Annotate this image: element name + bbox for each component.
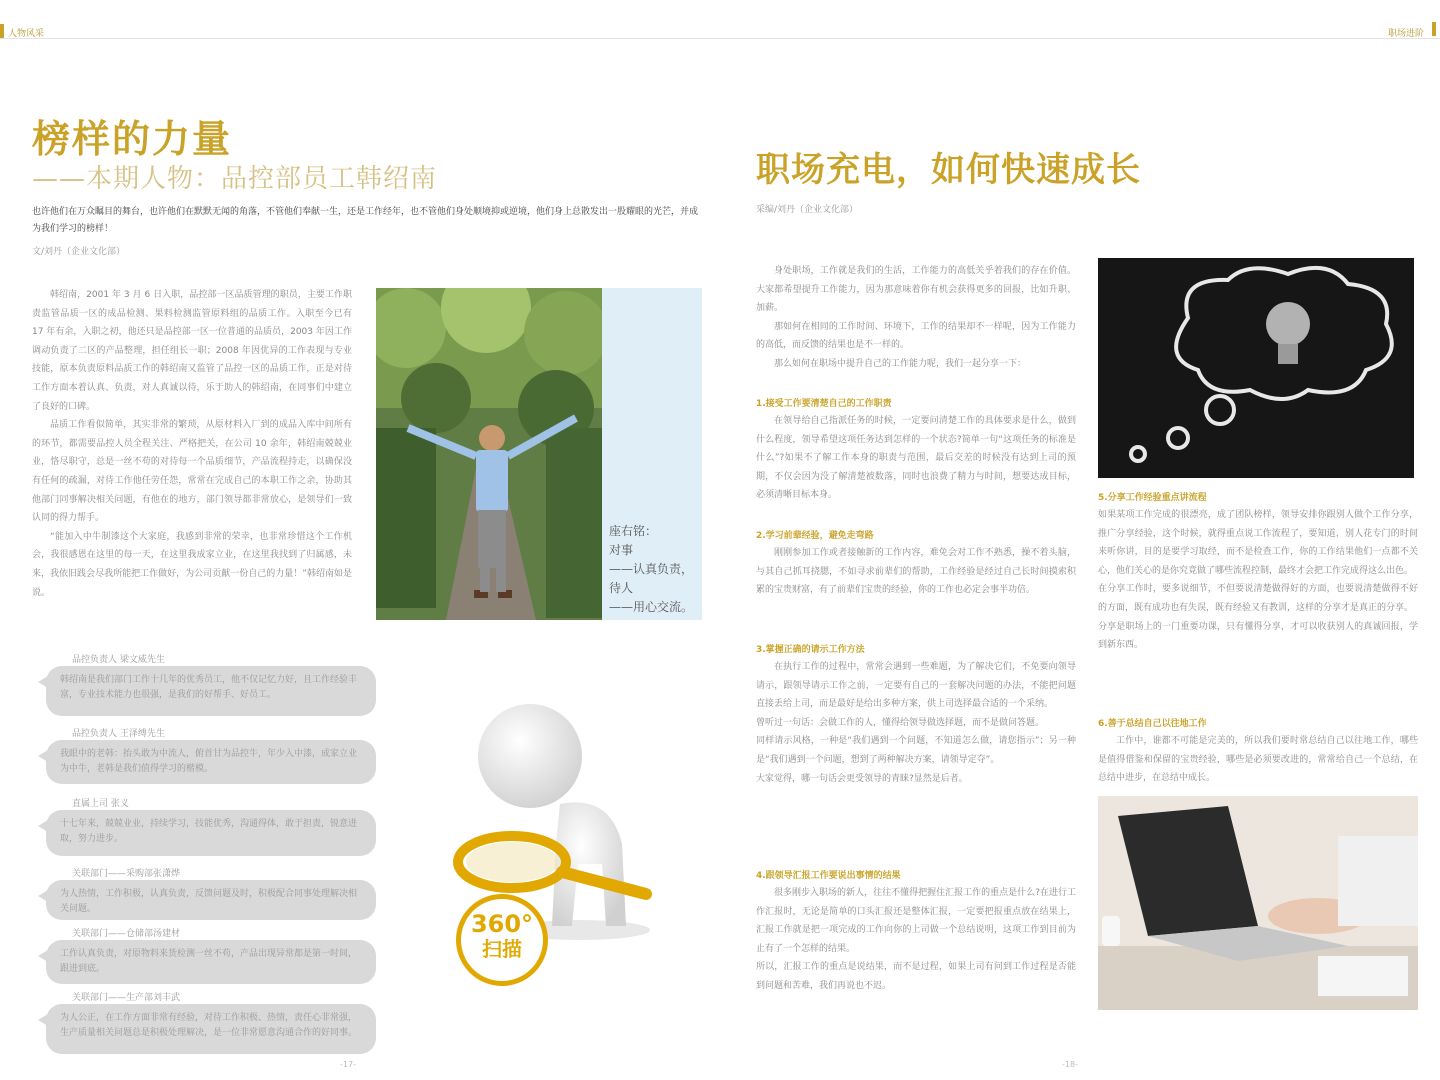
- article-title: 职场充电，如何快速成长: [756, 150, 1141, 190]
- testimonial-bubble: 工作认真负责，对原物料来货检测一丝不苟，产品出现异常都是第一时间，跟进到底。: [46, 940, 376, 984]
- testimonial-name: 品控负责人 梁文威先生: [72, 655, 165, 665]
- section-text: 在执行工作的过程中，常常会遇到一些难题，为了解决它们，不免要向领导请示，跟领导请示工作之前，一定要有自己的一套解决问题的办法，不能把问题直接丢给上司，而是最好是给出多种方案，供上司选择最合适的一个采纳。 曾听过一句话：会做工作的人，懂得给领导做选择题，而不是做问答题。 同样请示风格，一种是“我们遇到一个问题，不知道怎么做，请您指示”；另一种是“我们遇到一个问题，想到了两种解决方案，请领导定夺”。 大家觉得，哪一句话会更受领导的青睐?显然是后者。: [756, 662, 1076, 784]
- testimonial-name: 关联部门——采购部张潇烨: [72, 869, 181, 879]
- section-heading: 1.接受工作要清楚自己的工作职责: [756, 399, 892, 409]
- body-paragraph: 韩绍南，2001 年 3 月 6 日入职，品控部一区品质管理的职员，主要工作职责监管品质一区的成品检测、果料检测监管原料组的品质工作。入职至今已有 17 年有余，入职之初，他还只是品控部一区一位普通的品质员，2003 年因工作调动负责了二区的产品整理，担任组长一职；2008 年因优异的工作表现与专业技能，原本负责原料品质工作的韩绍南又监管了品控一区的品质工作，正是对待工作方面本着认真、负责，对人真诚以待，乐于助人的韩绍南，在同事们中建立了良好的口碑。: [32, 290, 352, 412]
- section-text: 工作中，谁都不可能是完美的，所以我们要时常总结自己以往地工作，哪些是值得借鉴和保留的宝贵经验，哪些是必须要改进的，常常给自己一个总结，在总结中进步，在总结中成长。: [1098, 736, 1418, 784]
- intro-text: [756, 262, 1076, 374]
- testimonial-name: 关联部门——仓储部汤建材: [72, 929, 181, 939]
- section-heading: 5.分享工作经验重点讲流程: [1098, 493, 1207, 503]
- profile-photo: [376, 288, 602, 620]
- laptop-image: [1098, 796, 1418, 1010]
- header-tag-marker-right: [1432, 22, 1436, 36]
- header-tag-right: 职场进阶: [1388, 29, 1425, 39]
- header-tag-left: 人物风采: [8, 29, 45, 39]
- testimonial-bubble: 为人热情，工作积极，认真负责，反馈问题及时，积极配合同事处理解决相关问题。: [46, 880, 376, 920]
- byline: 采编/刘丹（企业文化部）: [756, 205, 859, 215]
- intro-paragraph: 也许他们在万众瞩目的舞台，也许他们在默默无闻的角落，不管他们奉献一生，还是工作经年，也不管他们身处顺境抑或逆境，他们身上总散发出一股耀眼的光芒，并成为我们学习的榜样！: [32, 207, 699, 234]
- section-heading: 2.学习前辈经验，避免走弯路: [756, 531, 874, 541]
- motto-quote: 座右铭： 对事 ——认真负责， 待人 ——用心交流。: [609, 524, 694, 614]
- header-rule-right: [720, 38, 1440, 39]
- intro-paragraph: 身处职场，工作就是我们的生活，工作能力的高低关乎着我们的存在价值。大家都希望提升工作能力，因为那意味着你有机会获得更多的回报，比如升职、加薪。: [756, 266, 1076, 314]
- page-title: 榜样的力量: [32, 117, 233, 161]
- header-rule-left: [0, 38, 720, 39]
- section-text: 在领导给自己指派任务的时候，一定要问清楚工作的具体要求是什么，做到什么程度，领导希望这项任务达到怎样的一个状态?简单一句“这项任务的标准是什么”?如果不了解工作本身的职责与范围，最后交差的时候没有达到上司的预期，不仅会因为没了解清楚被数落，同时也浪费了精力与时间，想要达成目标，必须清晰目标本身。: [756, 416, 1076, 501]
- section-text: 刚刚参加工作或者接触新的工作内容，难免会对工作不熟悉，操不着头脑，与其自己抓耳挠腮，不如寻求前辈们的帮助，工作经验是经过自己长时间摸索积累的宝贵财富，有了前辈们宝贵的经验，你的工作也必定会事半功倍。: [756, 548, 1076, 596]
- testimonial-bubble: 我眼中的老韩：抬头敢为中流人，俯首甘为品控牛，年少入中漆，成家立业为中牛，老韩是我们值得学习的楷模。: [46, 740, 376, 784]
- testimonial-bubble: 韩绍南是我们部门工作十几年的优秀员工，他不仅记忆力好，且工作经验丰富，专业技术能力也很强，是我们的好帮手、好员工。: [46, 666, 376, 716]
- header-tag-marker-left: [0, 24, 4, 38]
- page-number-right: -18-: [1062, 1060, 1078, 1069]
- testimonial-bubble: 十七年来，兢兢业业，持续学习，技能优秀，沟通得体，敢于担责，锐意进取，努力进步。: [46, 810, 376, 856]
- byline: 文/刘丹（企业文化部）: [32, 247, 126, 257]
- badge-360-bottom: 扫描: [482, 937, 522, 961]
- page-subtitle: ——本期人物：品控部员工韩绍南: [32, 164, 438, 194]
- article-body: [32, 286, 352, 602]
- page-number-left: -17-: [340, 1060, 356, 1069]
- section-heading: 3.掌握正确的请示工作方法: [756, 645, 865, 655]
- body-paragraph: “能加入中牛制漆这个大家庭，我感到非常的荣幸，也非常珍惜这个工作机会，我很感恩在这里的每一天，在这里我成家立业，在这里我找到了归属感，未来，我依旧践会尽我所能把工作做好，为公司贡献一份自己的力量！”韩绍南如是说。: [32, 531, 352, 598]
- intro-paragraph: 那么如何在职场中提升自己的工作能力呢，我们一起分享一下：: [774, 358, 1027, 369]
- chalkboard-lightbulb-image: [1098, 258, 1414, 478]
- body-paragraph: 品质工作看似简单，其实非常的繁琐，从原材料入厂到的成品入库中间所有的环节，都需要品控人员全程关注、严格把关，在公司 10 余年，韩绍南兢兢业业，恪尽职守，总是一丝不苟的对待每一个品质细节，产品流程持走，以确保没有任何的疏漏，对待工作他任劳任怨，常常在完成自己的本职工作之余，协助其他部门同事解决相关问题，有他在的地方，部门领导都非常放心，是领导们一致认同的得力帮手。: [32, 420, 352, 524]
- testimonial-name: 直属上司 张义: [72, 799, 129, 809]
- section-text: 很多刚步入职场的新人，往往不懂得把握住汇报工作的重点是什么?在进行工作汇报时，无论是简单的口头汇报还是整体汇报，一定要把报重点放在结果上，汇报工作就是把一项完成的工作向你的上司做一个总结说明，这项工作到目前为止有了一个怎样的结果。 所以，汇报工作的重点是说结果，而不是过程，如果上司有问到工作过程是否能到问题和苦难，我们再说也不迟。: [756, 888, 1076, 991]
- testimonial-name: 关联部门——生产部刘丰武: [72, 993, 181, 1003]
- intro-paragraph: 那如何在相同的工作时间、环境下，工作的结果却不一样呢，因为工作能力的高低，而反馈的结果也是不一样的。: [756, 321, 1076, 351]
- section-heading: 4.跟领导汇报工作要说出事情的结果: [756, 871, 901, 881]
- section-text: 如果某项工作完成的很漂亮，成了团队榜样，领导安排你跟别人做个工作分享，推广分享经验，这个时候，就得重点说工作流程了，要知道，别人花专门的时间来听你讲，目的是要学习取经，而不是检查工作，你的工作结果他们一点都不关心，他们关心的是你究竟做了哪些流程控制，最终才会把工作完成得这么出色。 在分享工作时，要多说细节，不但要说清楚做得好的方面，也要说清楚做得不好的方面，既有成功也有失误，既有经验又有教训，这样的分享才是真正的分享。 分享是职场上的一门重要功课，只有懂得分享，才可以收获别人的真诚回报，学到新东西。: [1098, 510, 1418, 651]
- section-heading: 6.善于总结自己以往地工作: [1098, 719, 1207, 729]
- testimonial-bubble: 为人公正，在工作方面非常有经验，对待工作积极、热情，责任心非常强，生产质量相关问题总是积极处理解决，是一位非常愿意沟通合作的好同事。: [46, 1004, 376, 1054]
- badge-360-top: 360°: [470, 910, 534, 938]
- badge-360: [456, 894, 548, 986]
- testimonial-name: 品控负责人 王泽缚先生: [72, 729, 165, 739]
